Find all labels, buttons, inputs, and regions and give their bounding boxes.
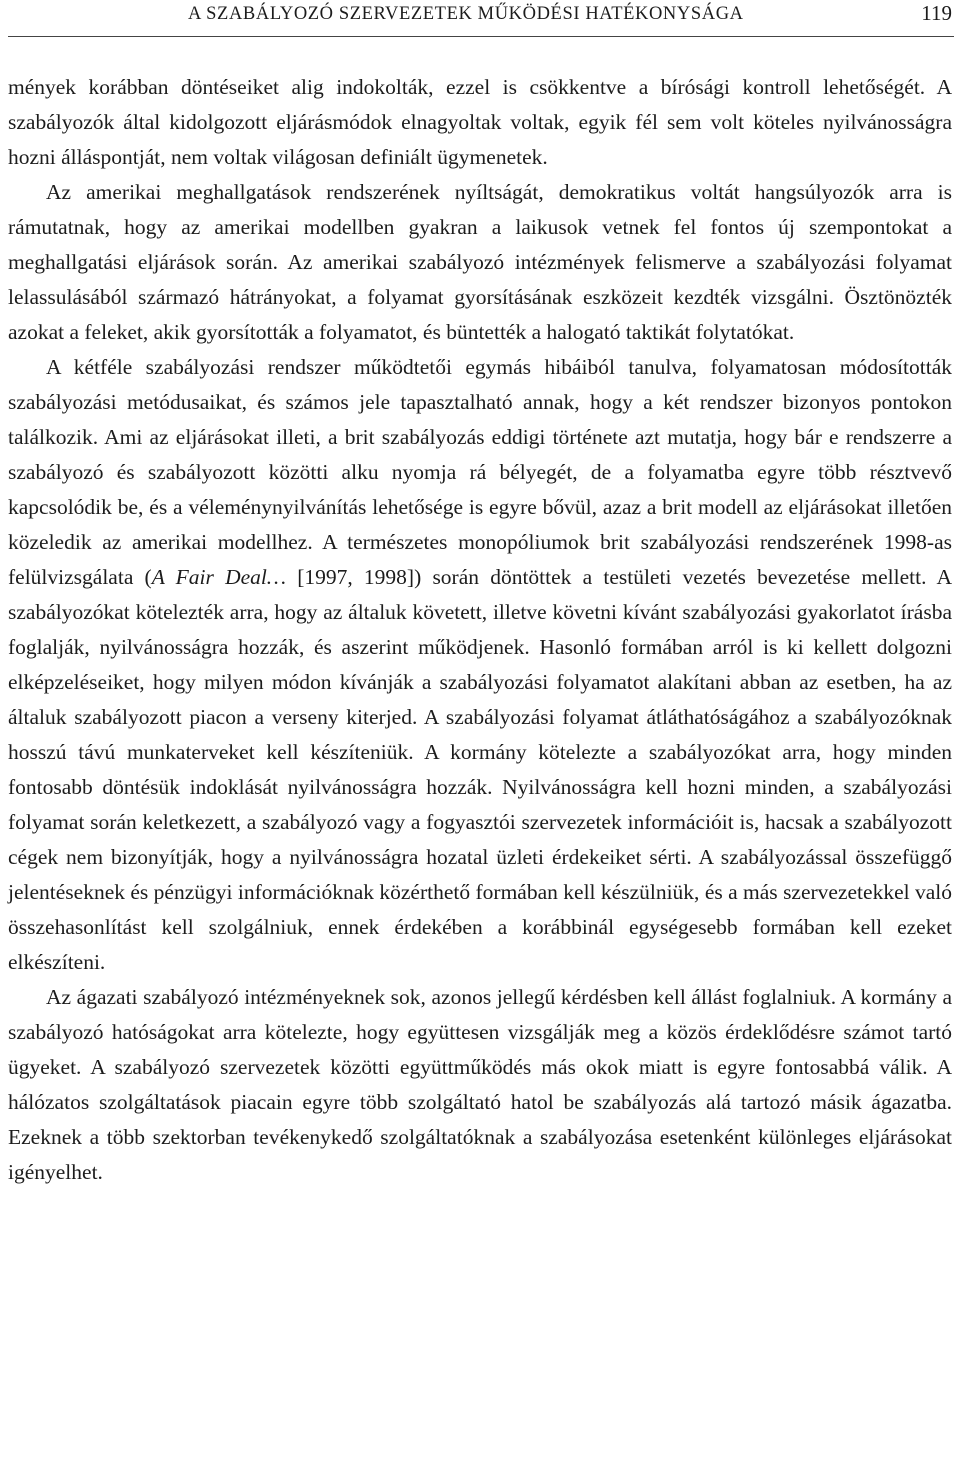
paragraph: Az ágazati szabályozó intézményeknek sok, azonos jellegű kérdésben kell állást foglalniuk. A kormány a szabályozó hatóságokat arra kötelezte, hogy együttesen vizsgálják meg a közös érdeklődésre számot tartó ügyeket. A szabályozó szervezetek közötti együttműködés más okok miatt is egyre fontosabbá válik. A hálózatos szolgáltatások piacain egyre több szolgáltató hatol be szabályozás alá tartozó másik ágazatba. Ezeknek a több szektorban tevékenykedő szolgáltatóknak a szabályozása esetenként különleges eljárásokat igényelhet. (8, 985, 952, 1184)
paragraph (8, 350, 952, 980)
paragraph-text: A kétféle szabályozási rendszer működtetői egymás hibáiból tanulva, folyamatosan módosították szabályozási metódusaikat, és számos jele tapasztalható annak, hogy a két rendszer bizonyos pontokon találkozik. Ami az eljárásokat illeti, a brit szabályozás eddigi története azt mutatja, hogy bár e rendszerre a szabályozó és szabályozott közötti alku nyomja rá bélyegét, de a folyamatba egyre több résztvevő kapcsolódik be, és a véleménynyilvánítás lehetősége is egyre bővül, azaz a brit modell az eljárásokat illetően közeledik az amerikai modellhez. A természetes monopóliumok brit szabályozási rendszerének 1998-as felülvizsgálata ( (8, 355, 952, 589)
paragraph: Az amerikai meghallgatások rendszerének nyíltságát, demokratikus voltát hangsúlyozók arra is rámutatnak, hogy az amerikai modellben gyakran a laikusok vetnek fel fontos új szempontokat a meghallgatási eljárások során. Az amerikai szabályozó intézmények felismerve a szabályozási folyamat lelassulásából származó hátrányokat, a folyamat gyorsításának eszközeit kezdték vizsgálni. Ösztönözték azokat a feleket, akik gyorsították a folyamatot, és büntették a halogató taktikát folytatókat. (8, 180, 952, 344)
page-number: 119 (921, 1, 952, 25)
paragraph-continued: mények korábban döntéseiket alig indokolták, ezzel is csökkentve a bírósági kontroll lehetőségét. A szabályozók által kidolgozott eljárásmódok elnagyoltak voltak, egyik fél sem volt köteles nyilvánosságra hozni álláspontját, nem voltak világosan definiált ügymenetek. (8, 75, 952, 169)
page-header (8, 0, 954, 37)
cited-title: A Fair Deal… (151, 565, 286, 589)
body-text (8, 70, 952, 1190)
paragraph-text: [1997, 1998]) során döntöttek a testületi vezetés bevezetése mellett. A szabályozókat kötelezték arra, hogy az általuk követett, illetve követni kívánt szabályozási gyakorlatot írásba foglalják, nyilvánosságra hozzák, és aszerint működjenek. Hasonló formában arról is ki kellett dolgozni elképzeléseiket, hogy milyen módon kívánják a szabályozási folyamatot alakítani abban az esetben, ha az általuk szabályozott piacon a verseny kiterjed. A szabályozási folyamat átláthatóságához a szabályozóknak hosszú távú munkaterveket kell készíteniük. A kormány kötelezte a szabályozókat arra, hogy minden fontosabb döntésük indoklását nyilvánosságra hozzák. Nyilvánosságra kell hozni minden, a szabályozási folyamat során keletkezett, a szabályozó vagy a fogyasztói szervezetek információit is, hacsak a szabályozott cégek nem bizonyítják, hogy a nyilvánosságra hozatal üzleti érdekeiket sérti. A szabályozással összefüggő jelentéseknek és pénzügyi információknak közérthető formában kell készülniük, és a más szervezetekkel való összehasonlítást kell szolgálniuk, ennek érdekében a korábbinál egységesebb formában kell ezeket elkészíteni. (8, 565, 952, 974)
running-head: A SZABÁLYOZÓ SZERVEZETEK MŰKÖDÉSI HATÉKONYSÁGA (188, 4, 744, 24)
